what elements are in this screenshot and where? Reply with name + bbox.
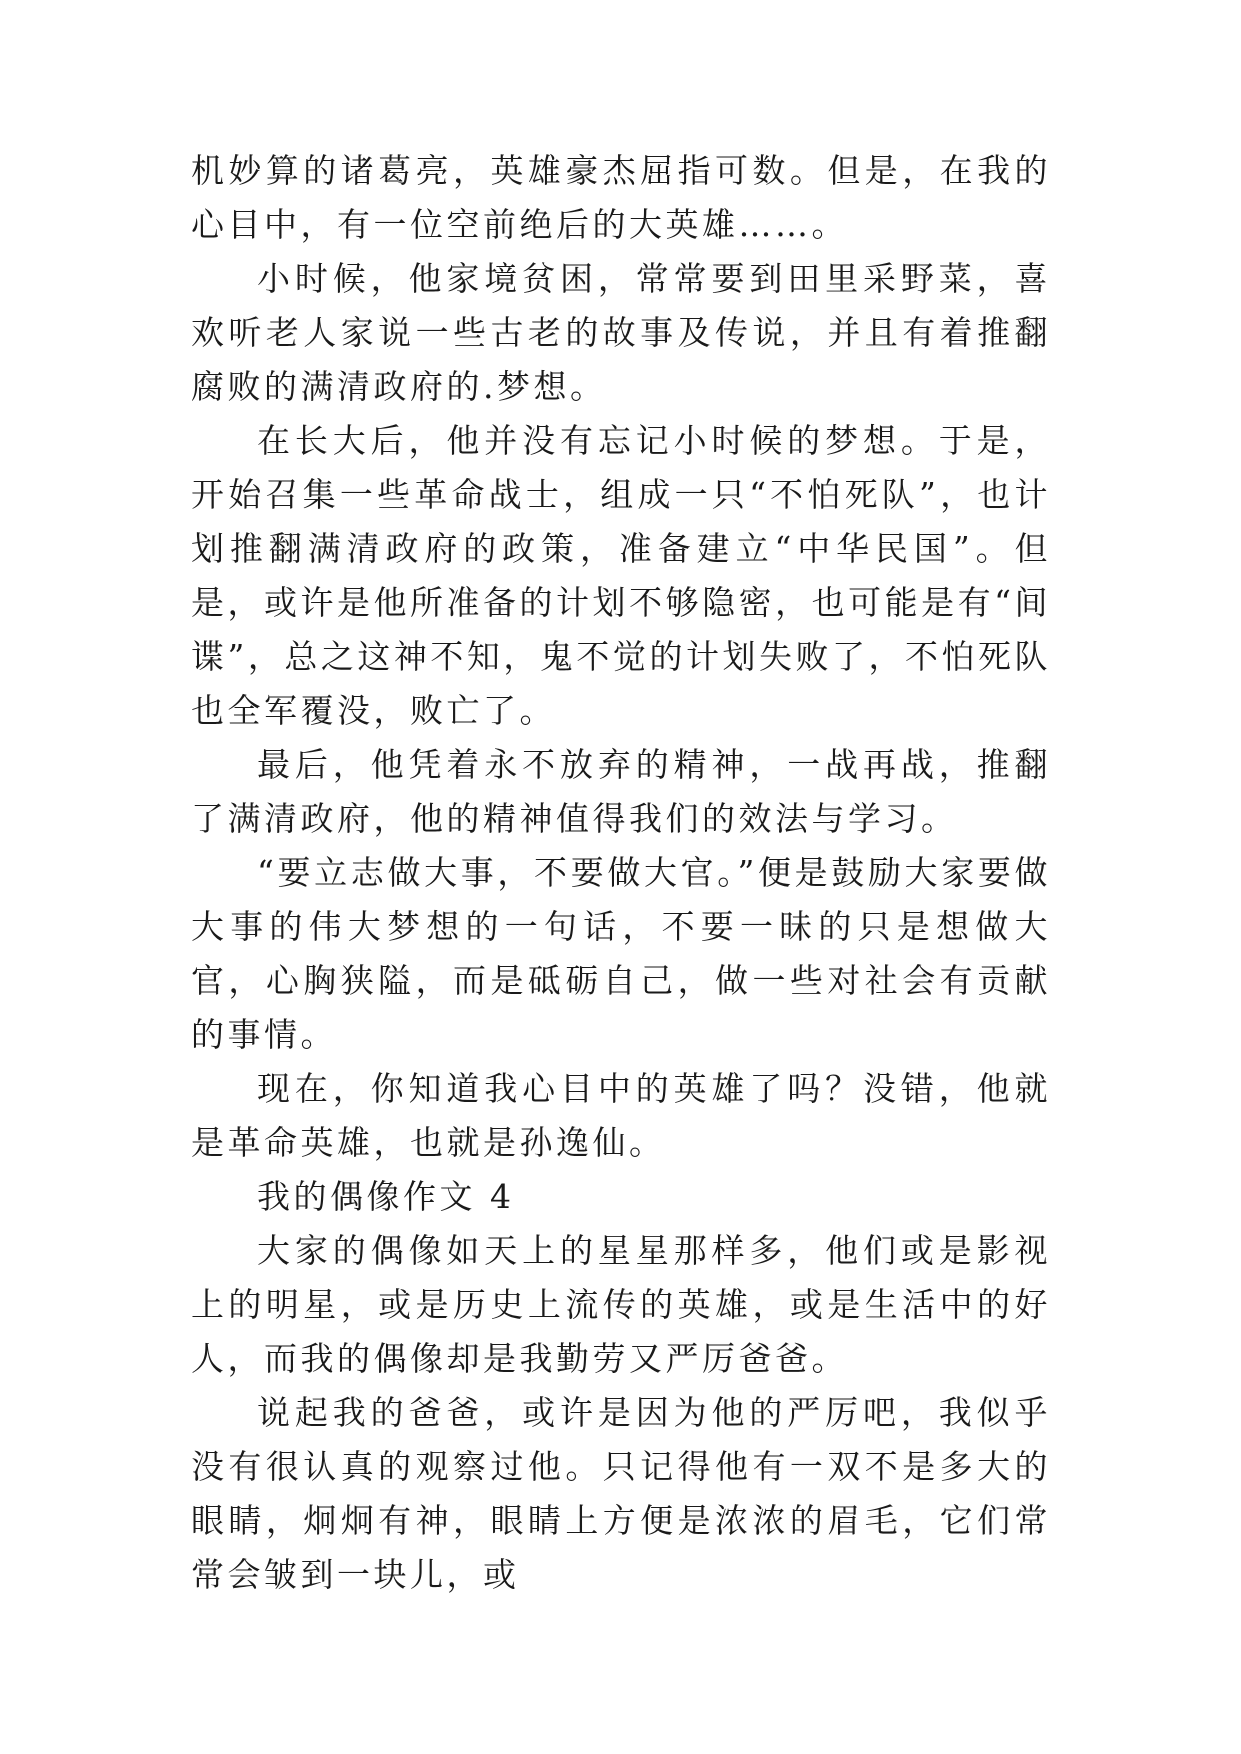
paragraph-8: 说起我的爸爸，或许是因为他的严厉吧，我似乎没有很认真的观察过他。只记得他有一双不是多大的眼睛，炯炯有神，眼睛上方便是浓浓的眉毛，它们常常会皱到一块儿，或 <box>191 1393 1051 1594</box>
paragraph-6: 现在，你知道我心目中的英雄了吗？没错，他就是革命英雄，也就是孙逸仙。 <box>191 1069 1051 1162</box>
paragraph-1: 机妙算的诸葛亮，英雄豪杰屈指可数。但是，在我的心目中，有一位空前绝后的大英雄……。 <box>191 151 1051 244</box>
paragraph-3: 在长大后，他并没有忘记小时候的梦想。于是，开始召集一些革命战士，组成一只“不怕死队”，也计划推翻满清政府的政策，准备建立“中华民国”。但是，或许是他所准备的计划不够隐密，也可能是有“间谍”，总之这神不知，鬼不觉的计划失败了，不怕死队也全军覆没，败亡了。 <box>191 421 1051 730</box>
paragraph-7: 大家的偶像如天上的星星那样多，他们或是影视上的明星，或是历史上流传的英雄，或是生活中的好人，而我的偶像却是我勤劳又严厉爸爸。 <box>191 1231 1051 1378</box>
section-heading: 我的偶像作文 4 <box>257 1177 515 1216</box>
paragraph-2: 小时候，他家境贫困，常常要到田里采野菜，喜欢听老人家说一些古老的故事及传说，并且有着推翻腐败的满清政府的.梦想。 <box>191 259 1051 406</box>
document-body <box>191 144 1051 1602</box>
paragraph-4: 最后，他凭着永不放弃的精神，一战再战，推翻了满清政府，他的精神值得我们的效法与学习。 <box>191 745 1051 838</box>
paragraph-5: “要立志做大事，不要做大官。”便是鼓励大家要做大事的伟大梦想的一句话，不要一昧的只是想做大官，心胸狭隘，而是砥砺自己，做一些对社会有贡献的事情。 <box>191 853 1051 1054</box>
